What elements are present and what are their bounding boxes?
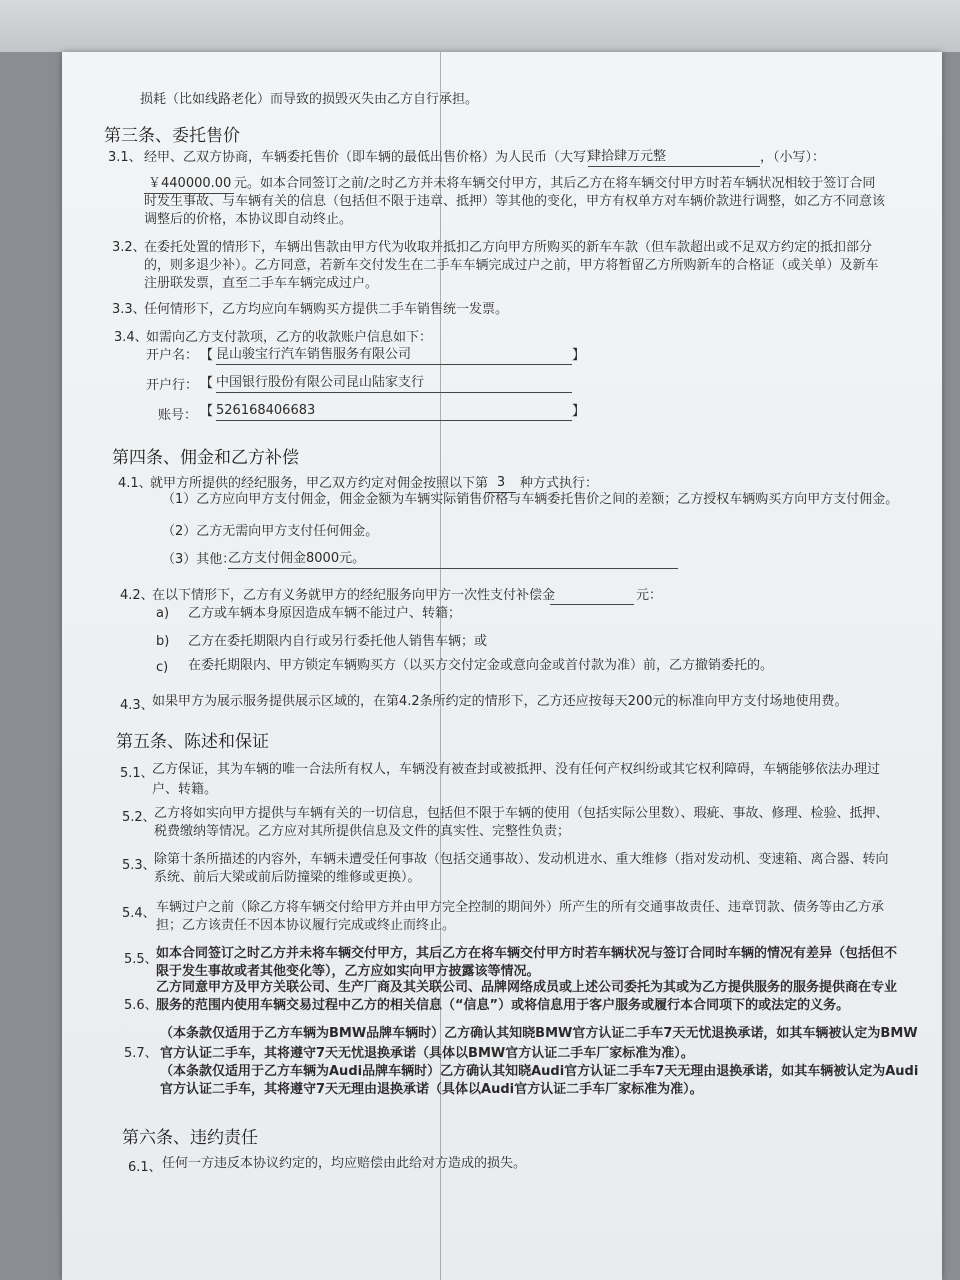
clause-5-6-line1: 乙方同意甲方及甲方关联公司、生产厂商及其关联公司、品牌网络成员或上述公司委托为其或为乙方提供服务的服务提供商在专业 bbox=[156, 980, 898, 995]
clause-5-4-line1: 车辆过户之前（除乙方将车辆交付给甲方并由甲方完全控制的期间外）所产生的所有交通事故责任、违章罚款、债务等由乙方承 bbox=[156, 900, 885, 915]
clause-4-1-text: 就甲方所提供的经纪服务，甲乙双方约定对佣金按照以下第 bbox=[150, 476, 489, 491]
account-bank-value: 中国银行股份有限公司昆山陆家支行 bbox=[216, 375, 572, 393]
right-bracket: 】 bbox=[572, 348, 586, 363]
clause-4-2-a-text: 乙方或车辆本身原因造成车辆不能过户、转籍； bbox=[188, 606, 462, 621]
clause-5-5-number: 5.5、 bbox=[124, 952, 158, 967]
clause-4-3-number: 4.3、 bbox=[120, 698, 154, 713]
clause-3-4-number: 3.4、 bbox=[114, 330, 148, 345]
clause-4-2-b-text: 乙方在委托期限内自行或另行委托他人销售车辆；或 bbox=[188, 634, 488, 649]
clause-3-3-number: 3.3、 bbox=[112, 302, 146, 317]
clause-3-1-line3: 时发生事故、与车辆有关的信息（包括但不限于违章、抵押）等其他的变化，甲方有权单方对车辆价款进行调整，如乙方不同意该 bbox=[144, 194, 886, 209]
clause-5-3-number: 5.3、 bbox=[122, 858, 156, 873]
clause-5-1-number: 5.1、 bbox=[120, 766, 154, 781]
section-3-heading: 第三条、委托售价 bbox=[104, 126, 240, 146]
background-desk bbox=[0, 0, 960, 52]
compensation-unit: 元： bbox=[636, 588, 663, 603]
compensation-amount-blank bbox=[550, 587, 634, 605]
left-bracket: 【 bbox=[200, 348, 214, 363]
clause-5-2-number: 5.2、 bbox=[122, 810, 156, 825]
clause-5-7-line1: （本条款仅适用于乙方车辆为BMW品牌车辆时）乙方确认其知晓BMW官方认证二手车7天无忧退换承诺，如其车辆被认定为BMW bbox=[160, 1026, 918, 1041]
clause-3-2-number: 3.2、 bbox=[112, 240, 146, 255]
clause-3-4-text: 如需向乙方支付款项，乙方的收款账户信息如下： bbox=[146, 330, 433, 345]
clause-5-2-line2: 税费缴纳等情况。乙方应对其所提供信息及文件的真实性、完整性负责； bbox=[154, 824, 571, 839]
clause-4-2-c-text: 在委托期限内、甲方锁定车辆购买方（以买方交付定金或意向金或首付款为准）前，乙方撤销委托的。 bbox=[188, 658, 774, 673]
carryover-line: 损耗（比如线路老化）而导致的损毁灭失由乙方自行承担。 bbox=[140, 92, 479, 107]
clause-4-2-a-label: a) bbox=[156, 606, 170, 621]
account-bank-label: 开户行： bbox=[146, 378, 199, 393]
commission-method-choice: 3 bbox=[486, 475, 516, 493]
sale-price-amount: ￥440000.00 bbox=[144, 176, 234, 194]
section-6-heading: 第六条、违约责任 bbox=[122, 1128, 258, 1148]
paper-fold-line bbox=[440, 52, 441, 1280]
clause-5-7-line4: 官方认证二手车，其将遵守7天无理由退换承诺（具体以Audi官方认证二手车厂家标准为准）。 bbox=[160, 1082, 703, 1097]
clause-3-2-line3: 注册联发票，直至二手车车辆完成过户。 bbox=[144, 276, 379, 291]
clause-4-2-text: 在以下情形下，乙方有义务就甲方的经纪服务向甲方一次性支付补偿金 bbox=[152, 588, 556, 603]
clause-4-2-number: 4.2、 bbox=[120, 588, 154, 603]
clause-5-4-number: 5.4、 bbox=[122, 906, 156, 921]
commission-option-3-value: 乙方支付佣金8000元。 bbox=[228, 551, 678, 569]
clause-5-3-line1: 除第十条所描述的内容外，车辆未遭受任何事故（包括交通事故）、发动机进水、重大维修（指对发动机、变速箱、离合器、转向 bbox=[154, 852, 889, 867]
clause-4-1-number: 4.1、 bbox=[118, 476, 152, 491]
clause-6-1-number: 6.1、 bbox=[128, 1160, 162, 1175]
clause-3-3-text: 任何情形下，乙方均应向车辆购买方提供二手车销售统一发票。 bbox=[144, 302, 509, 317]
clause-4-2-b-label: b) bbox=[156, 634, 170, 649]
clause-5-2-line1: 乙方将如实向甲方提供与车辆有关的一切信息，包括但不限于车辆的使用（包括实际公里数）、瑕疵、事故、修理、检验、抵押、 bbox=[154, 806, 889, 821]
clause-5-7-line2: 官方认证二手车，其将遵守7天无忧退换承诺（具体以BMW官方认证二手车厂家标准为准）。 bbox=[160, 1046, 694, 1061]
clause-5-5-line1: 如本合同签订之时乙方并未将车辆交付甲方，其后乙方在将车辆交付甲方时若车辆状况与签订合同时车辆的情况有差异（包括但不 bbox=[156, 946, 898, 961]
clause-5-5-line2: 限于发生事故或者其他变化等），乙方应如实向甲方披露该等情况。 bbox=[156, 964, 540, 979]
small-amount-label: ，（小写）： bbox=[760, 150, 826, 165]
commission-option-2: （2）乙方无需向甲方支付任何佣金。 bbox=[162, 524, 379, 539]
clause-5-7-line3: （本条款仅适用于乙方车辆为Audi品牌车辆时）乙方确认其知晓Audi官方认证二手车7天无理由退换承诺，如其车辆被认定为Audi bbox=[160, 1064, 919, 1079]
clause-5-3-line2: 系统、前后大梁或前后防撞梁的维修或更换）。 bbox=[154, 870, 421, 885]
clause-3-1-text: 经甲、乙双方协商，车辆委托售价（即车辆的最低出售价格）为人民币（大写） bbox=[144, 150, 600, 165]
right-bracket: 】 bbox=[572, 404, 586, 419]
commission-option-1: （1）乙方应向甲方支付佣金，佣金金额为车辆实际销售价格与车辆委托售价之间的差额；乙方授权车辆购买方向甲方支付佣金。 bbox=[162, 492, 899, 507]
account-number-value: 526168406683 bbox=[216, 403, 572, 421]
clause-3-2-line1: 在委托处置的情形下，车辆出售款由甲方代为收取并抵扣乙方向甲方所购买的新车车款（但车款超出或不足双方约定的抵扣部分 bbox=[144, 240, 873, 255]
clause-4-2-c-label: c) bbox=[156, 660, 169, 675]
account-name-label: 开户名： bbox=[146, 348, 199, 363]
left-bracket: 【 bbox=[200, 376, 214, 391]
left-bracket: 【 bbox=[200, 404, 214, 419]
clause-5-7-number: 5.7、 bbox=[124, 1046, 158, 1061]
section-4-heading: 第四条、佣金和乙方补偿 bbox=[112, 448, 299, 468]
clause-4-1-text-end: 种方式执行： bbox=[520, 476, 599, 491]
clause-5-6-number: 5.6、 bbox=[124, 998, 158, 1013]
commission-option-3: （3）其他： bbox=[162, 552, 236, 567]
clause-5-4-line2: 担；乙方该责任不因本协议履行完成或终止而终止。 bbox=[156, 918, 456, 933]
clause-3-1-number: 3.1、 bbox=[108, 150, 142, 165]
clause-5-1-line2: 户、转籍。 bbox=[152, 782, 218, 797]
clause-6-1-text: 任何一方违反本协议约定的，均应赔偿由此给对方造成的损失。 bbox=[162, 1156, 527, 1171]
account-number-label: 账号： bbox=[158, 408, 198, 423]
section-5-heading: 第五条、陈述和保证 bbox=[116, 732, 269, 752]
clause-3-1-line4: 调整后的价格，本协议即自动终止。 bbox=[144, 212, 353, 227]
clause-5-6-line2: 服务的范围内使用车辆交易过程中乙方的相关信息（“信息”）或将信息用于客户服务或履行本合同项下的或法定的义务。 bbox=[156, 998, 850, 1013]
account-name-value: 昆山骏宝行汽车销售服务有限公司 bbox=[216, 347, 572, 365]
clause-4-3-text: 如果甲方为展示服务提供展示区域的，在第4.2条所约定的情形下，乙方还应按每天200元的标准向甲方支付场地使用费。 bbox=[152, 694, 848, 709]
clause-3-2-line2: 的，则多退少补）。乙方同意，若新车交付发生在二手车车辆完成过户之前，甲方将暂留乙方所购新车的合格证（或关单）及新车 bbox=[144, 258, 879, 273]
clause-5-1-line1: 乙方保证，其为车辆的唯一合法所有权人，车辆没有被查封或被抵押、没有任何产权纠纷或其它权利障碍，车辆能够依法办理过 bbox=[152, 762, 881, 777]
clause-3-1-line2: 元。如本合同签订之前/之时乙方并未将车辆交付甲方，其后乙方在将车辆交付甲方时若车辆状况相较于签订合同 bbox=[234, 176, 876, 191]
sale-price-uppercase: 肆拾肆万元整 bbox=[588, 149, 760, 167]
